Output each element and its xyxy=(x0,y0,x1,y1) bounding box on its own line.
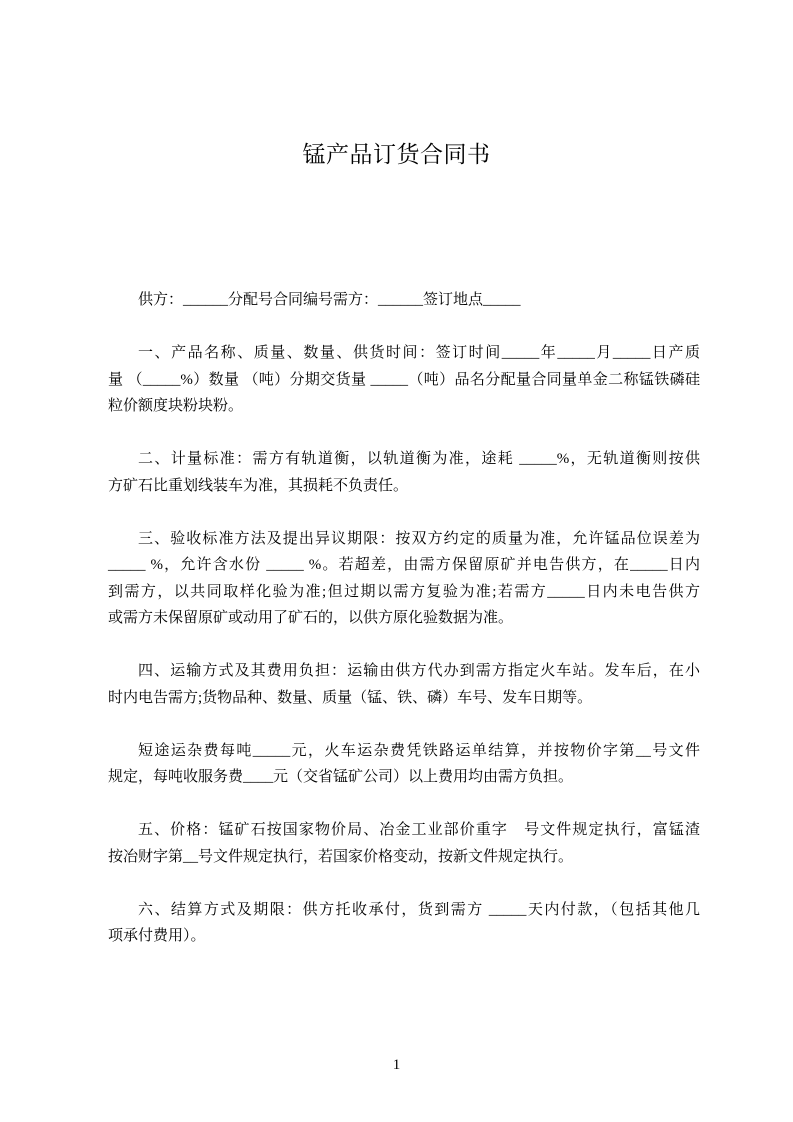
paragraph-line: 三、验收标准方法及提出异议期限：按双方约定的质量为准，允许锰品位误差为 xyxy=(138,530,700,547)
document-body xyxy=(108,287,700,976)
paragraph-line: 时内电告需方;货物品种、数量、质量（锰、铁、磷）车号、发车日期等。 xyxy=(108,689,593,706)
paragraph-line: 方矿石比重划线装车为准，其损耗不负责任。 xyxy=(108,477,409,494)
paragraph-line: 粒价额度块粉块粉。 xyxy=(108,398,244,414)
paragraph-line: 六、结算方式及期限：供方托收承付，货到需方 _____天内付款，（包括其他几 xyxy=(138,901,700,918)
freight-paragraph xyxy=(108,738,700,791)
clause-6-paragraph xyxy=(108,897,700,950)
paragraph-line: 项承付费用）。 xyxy=(108,928,206,944)
paragraph-line: 或需方未保留原矿或动用了矿石的，以供方原化验数据为准。 xyxy=(108,610,514,626)
paragraph-line: 量 （_____%）数量 （吨）分期交货量 _____（吨）品名分配量合同量单金二称锰铁磷硅 xyxy=(108,371,700,388)
clause-4-paragraph xyxy=(108,658,700,711)
paragraph-line: 一、产品名称、质量、数量、供货时间：签订时间_____年_____月_____日产质 xyxy=(138,345,700,361)
clause-5-paragraph xyxy=(108,817,700,870)
paragraph-line: 规定，每吨收服务费____元（交省锰矿公司）以上费用均由需方负担。 xyxy=(108,769,574,785)
paragraph-line: 到需方，以共同取样化验为准;但过期以需方复验为准;若需方_____日内未电告供方 xyxy=(108,583,700,600)
paragraph-line: 短途运杂费每吨_____元，火车运杂费凭铁路运单结算，并按物价字第__号文件 xyxy=(138,742,700,759)
paragraph-line: _____ %，允许含水份 _____ %。若超差，由需方保留原矿并电告供方，在_____日内 xyxy=(108,557,700,573)
clause-2-paragraph xyxy=(108,446,700,499)
paragraph-line: 供方：______分配号合同编号需方：______签订地点_____ xyxy=(138,292,521,308)
document-title: 锰产品订货合同书 xyxy=(302,142,491,167)
parties-paragraph xyxy=(108,287,700,314)
paragraph-line: 四、运输方式及其费用负担：运输由供方代办到需方指定火车站。发车后，在小 xyxy=(138,663,700,679)
clause-1-paragraph xyxy=(108,340,700,420)
clause-3-paragraph xyxy=(108,526,700,632)
paragraph-line: 二、计量标准：需方有轨道衡，以轨道衡为准，途耗 _____%，无轨道衡则按供 xyxy=(138,451,700,467)
page-number: 1 xyxy=(392,1057,401,1073)
paragraph-line: 按冶财字第__号文件规定执行，若国家价格变动，按新文件规定执行。 xyxy=(108,848,574,865)
paragraph-line: 五、价格：锰矿石按国家物价局、冶金工业部价重字 号文件规定执行，富锰渣 xyxy=(138,822,700,838)
